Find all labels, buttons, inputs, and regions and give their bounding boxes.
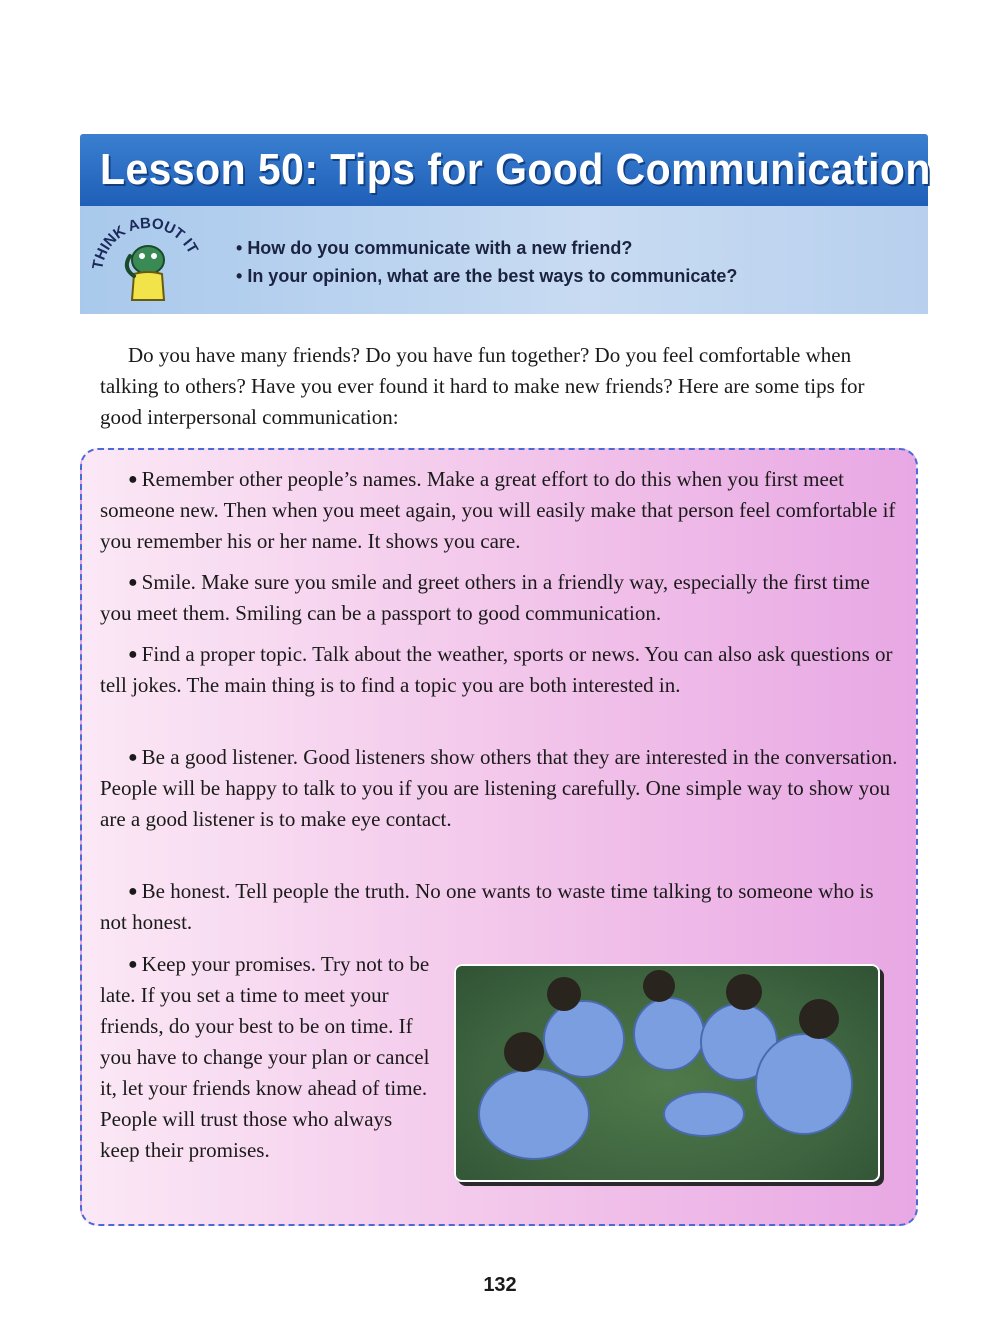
tip-paragraph <box>100 567 900 629</box>
bullet-icon <box>128 642 142 666</box>
tip-paragraph <box>100 742 900 835</box>
think-about-it-box <box>80 206 928 314</box>
tip-text: Smile. Make sure you smile and greet others in a friendly way, especially the first time you meet them. Smiling can be a passport to good communication. <box>100 570 870 625</box>
bullet-icon <box>128 879 142 903</box>
tip-text: Be a good listener. Good listeners show others that they are interested in the conversation. People will be happy to talk to you if you are listening carefully. One simple way to show you are a good listener is to make eye contact. <box>100 745 898 831</box>
lesson-title-bar <box>80 134 931 206</box>
tip-text: Remember other people’s names. Make a great effort to do this when you first meet someone new. Then when you meet again, you will easily make that person feel comfortable if you remember his or her name. It shows you care. <box>100 467 896 553</box>
page-number: 132 <box>483 1274 517 1296</box>
think-question: • In your opinion, what are the best ways to communicate? <box>236 262 737 290</box>
bullet-icon <box>128 745 142 769</box>
students-sitting-in-circle-image <box>454 964 880 1182</box>
think-question: • How do you communicate with a new friend? <box>236 234 737 262</box>
bullet-icon <box>128 467 142 491</box>
tip-paragraph <box>100 949 430 1166</box>
think-about-it-label: THINK ABOUT IT <box>89 214 202 271</box>
students-photo <box>454 964 880 1182</box>
think-about-it-icon <box>88 212 208 310</box>
tip-paragraph <box>100 464 900 557</box>
intro-paragraph: Do you have many friends? Do you have fun together? Do you feel comfortable when talking to others? Have you ever found it hard to make new friends? Here are some tips for good interpersonal communication: <box>100 343 865 429</box>
tip-text: Keep your promises. Try not to be late. If you set a time to meet your friends, do your best to be on time. If you have to change your plan or cancel it, let your friends know ahead of time. People will trust those who always keep their promises. <box>100 952 430 1162</box>
think-questions <box>236 234 737 290</box>
tip-paragraph <box>100 639 900 701</box>
bullet-icon <box>128 570 142 594</box>
tip-paragraph <box>100 876 900 938</box>
lesson-title: Lesson 50: Tips for Good Communication <box>100 145 931 194</box>
tip-text: Be honest. Tell people the truth. No one wants to waste time talking to someone who is not honest. <box>100 879 874 934</box>
tip-text: Find a proper topic. Talk about the weather, sports or news. You can also ask questions or tell jokes. The main thing is to find a topic you are both interested in. <box>100 642 893 697</box>
bullet-icon <box>128 952 142 976</box>
